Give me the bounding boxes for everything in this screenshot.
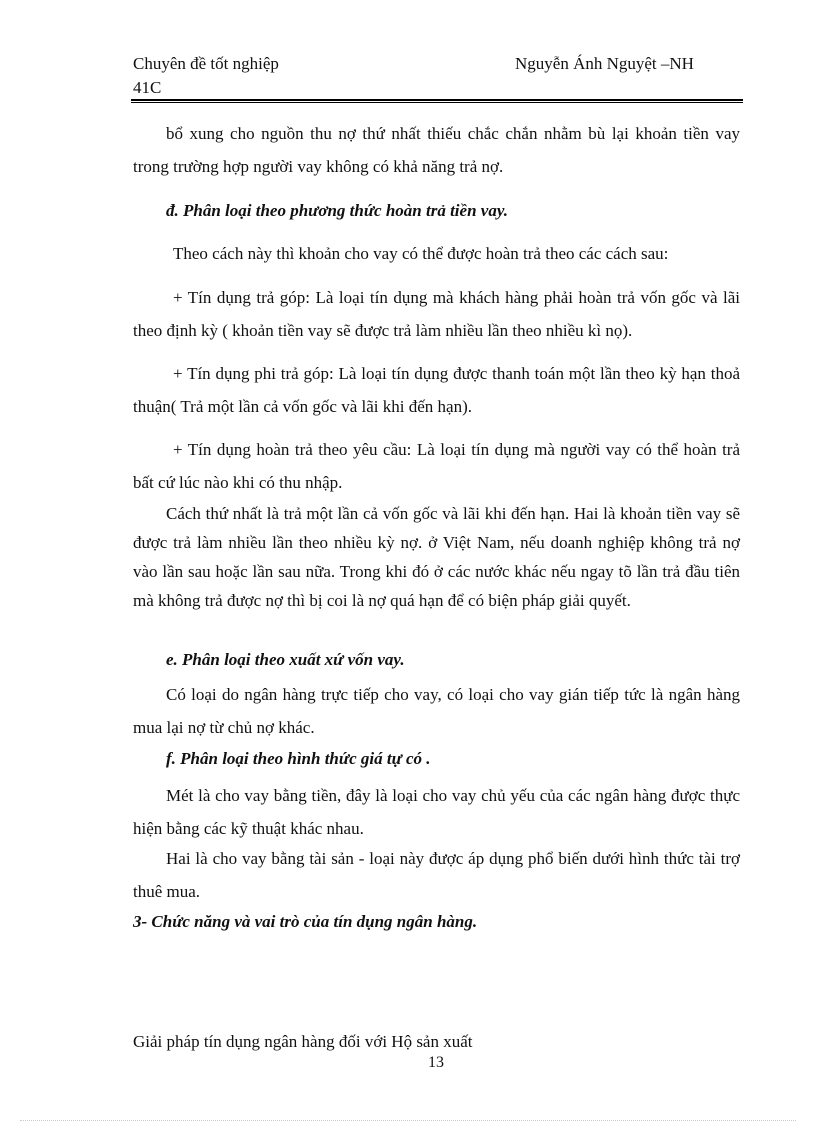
heading-d: đ. Phân loại theo phương thức hoàn trả tiền vay.: [166, 201, 508, 220]
paragraph-asset-loan: Hai là cho vay bằng tài sản - loại này được áp dụng phổ biến dưới hình thức tài trợ thuê mua.: [133, 849, 740, 901]
paragraph-cash-loan: Mét là cho vay bằng tiền, đây là loại cho vay chủ yếu của các ngân hàng được thực hiện bằng các kỹ thuật khác nhau.: [133, 786, 740, 838]
header-rule-thin: [131, 102, 743, 103]
paragraph-methods: Cách thứ nhất là trả một lần cả vốn gốc và lãi khi đến hạn. Hai là khoản tiền vay sẽ được trả làm nhiều lần theo nhiều kỳ nợ. ở Việt Nam, nếu doanh nghiệp không trả nợ vào lần sau hoặc lần sau nữa. Trong khi đó ở các nước khác nếu ngay tõ lần trả đầu tiên mà không trả được nợ thì bị coi là nợ quá hạn để có biện pháp giải quyết.: [133, 504, 740, 610]
footer-title: Giải pháp tín dụng ngân hàng đối với Hộ sản xuất: [133, 1032, 473, 1051]
paragraph-1: bổ xung cho nguồn thu nợ thứ nhất thiếu chắc chắn nhằm bù lại khoản tiền vay trong trường hợp người vay không có khả năng trả nợ.: [133, 124, 740, 176]
paragraph-non-installment: + Tín dụng phi trả góp: Là loại tín dụng được thanh toán một lần theo kỳ hạn thoả thuận( Trả một lần cả vốn gốc và lãi khi đến hạn).: [133, 364, 740, 416]
header-class-code: 41C: [133, 78, 162, 97]
header-left: [133, 52, 279, 100]
paragraph-2: Theo cách này thì khoản cho vay có thể được hoàn trả theo các cách sau:: [173, 244, 669, 263]
heading-f: f. Phân loại theo hình thức giá tự có .: [166, 749, 431, 768]
paragraph-origin: Có loại do ngân hàng trực tiếp cho vay, có loại cho vay gián tiếp tức là ngân hàng mua lại nợ từ chủ nợ khác.: [133, 685, 740, 737]
heading-e: e. Phân loại theo xuất xứ vốn vay.: [166, 650, 405, 669]
heading-section-3: 3- Chức năng và vai trò của tín dụng ngân hàng.: [133, 912, 478, 931]
paragraph-on-demand: + Tín dụng hoàn trả theo yêu cầu: Là loại tín dụng mà người vay có thể hoàn trả bất cứ lúc nào khi có thu nhập.: [133, 440, 740, 492]
page-number: 13: [428, 1054, 444, 1071]
header-rule-thick: [131, 99, 743, 101]
page-bottom-divider: [20, 1120, 796, 1121]
paragraph-installment: + Tín dụng trả góp: Là loại tín dụng mà khách hàng phải hoàn trả vốn gốc và lãi theo định kỳ ( khoản tiền vay sẽ được trả làm nhiều lần theo nhiều kì nọ).: [133, 288, 740, 340]
header-thesis-label: Chuyên đề tốt nghiệp: [133, 54, 279, 73]
header-author: Nguyễn Ánh Nguyệt –NH: [515, 54, 694, 73]
